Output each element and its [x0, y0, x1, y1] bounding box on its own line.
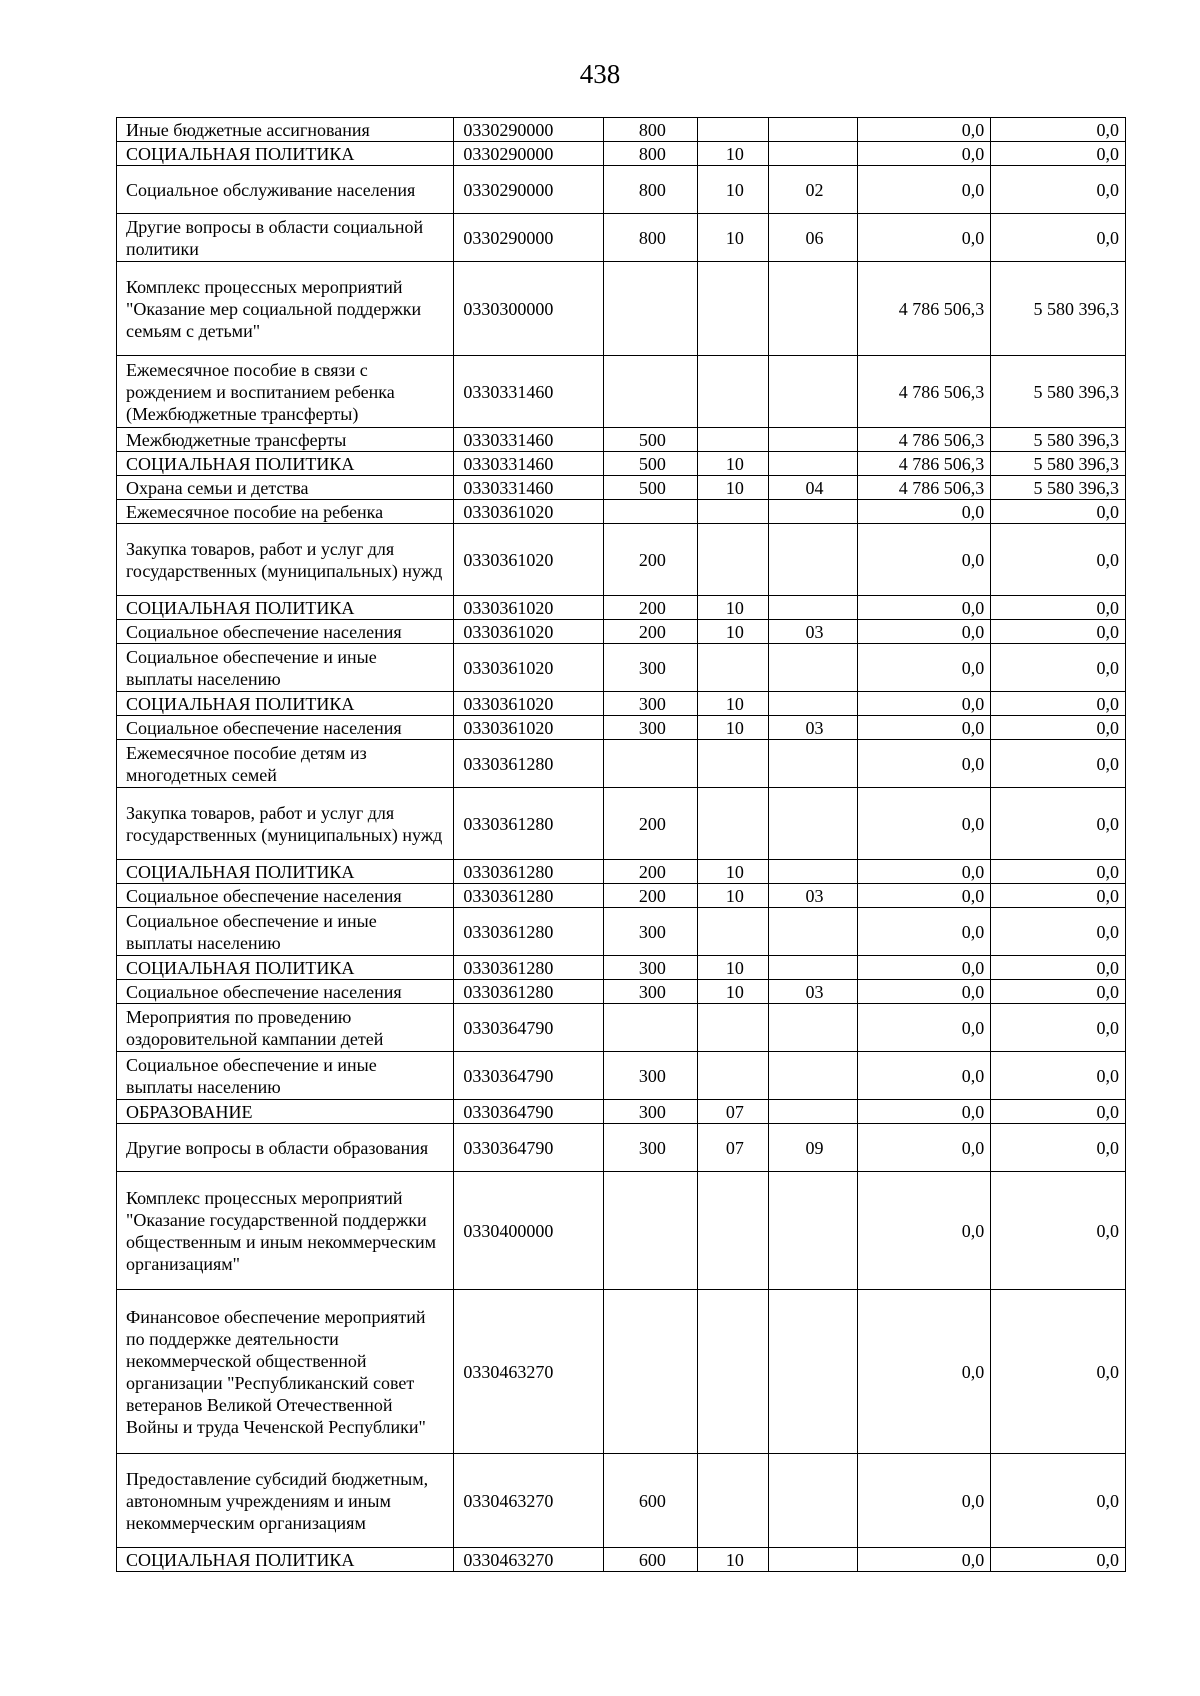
- table-row: [117, 692, 1126, 716]
- cell-section: 10: [698, 620, 769, 644]
- cell-target-article: 0330361280: [454, 956, 604, 980]
- budget-table: [116, 117, 1126, 1572]
- cell-expense-type: [604, 500, 698, 524]
- cell-amount-year-1: 0,0: [857, 884, 991, 908]
- cell-target-article: 0330331460: [454, 476, 604, 500]
- cell-name: ОБРАЗОВАНИЕ: [117, 1100, 454, 1124]
- cell-expense-type: 200: [604, 860, 698, 884]
- table-row: [117, 428, 1126, 452]
- cell-subsection: [769, 1290, 857, 1454]
- cell-expense-type: 300: [604, 908, 698, 956]
- cell-amount-year-2: 0,0: [991, 596, 1126, 620]
- cell-subsection: [769, 1454, 857, 1548]
- cell-target-article: 0330361020: [454, 644, 604, 692]
- cell-section: [698, 1052, 769, 1100]
- cell-subsection: 02: [769, 166, 857, 214]
- cell-subsection: [769, 908, 857, 956]
- cell-amount-year-1: 4 786 506,3: [857, 476, 991, 500]
- cell-amount-year-1: 0,0: [857, 1004, 991, 1052]
- cell-subsection: [769, 1052, 857, 1100]
- cell-amount-year-1: 0,0: [857, 596, 991, 620]
- cell-amount-year-2: 0,0: [991, 692, 1126, 716]
- table-row: [117, 1290, 1126, 1454]
- cell-subsection: 03: [769, 716, 857, 740]
- cell-amount-year-1: 0,0: [857, 860, 991, 884]
- cell-amount-year-2: 0,0: [991, 1172, 1126, 1290]
- cell-section: 10: [698, 214, 769, 262]
- cell-name: Межбюджетные трансферты: [117, 428, 454, 452]
- cell-subsection: [769, 428, 857, 452]
- cell-section: 10: [698, 980, 769, 1004]
- cell-amount-year-1: 4 786 506,3: [857, 262, 991, 356]
- cell-amount-year-1: 4 786 506,3: [857, 356, 991, 428]
- cell-amount-year-2: 0,0: [991, 908, 1126, 956]
- cell-expense-type: [604, 740, 698, 788]
- cell-target-article: 0330290000: [454, 118, 604, 142]
- cell-amount-year-2: 0,0: [991, 740, 1126, 788]
- cell-target-article: 0330361020: [454, 524, 604, 596]
- cell-amount-year-1: 0,0: [857, 1052, 991, 1100]
- cell-amount-year-1: 0,0: [857, 142, 991, 166]
- cell-expense-type: 300: [604, 1052, 698, 1100]
- table-row: [117, 500, 1126, 524]
- page-number: 438: [579, 59, 621, 89]
- cell-target-article: 0330364790: [454, 1124, 604, 1172]
- cell-subsection: [769, 740, 857, 788]
- cell-amount-year-2: 0,0: [991, 1052, 1126, 1100]
- table-row: [117, 980, 1126, 1004]
- cell-expense-type: 500: [604, 452, 698, 476]
- cell-target-article: 0330463270: [454, 1290, 604, 1454]
- cell-amount-year-2: 0,0: [991, 956, 1126, 980]
- cell-subsection: [769, 142, 857, 166]
- table-row: [117, 884, 1126, 908]
- cell-amount-year-1: 0,0: [857, 214, 991, 262]
- cell-expense-type: [604, 356, 698, 428]
- cell-amount-year-2: 0,0: [991, 788, 1126, 860]
- cell-subsection: [769, 262, 857, 356]
- cell-amount-year-1: 0,0: [857, 692, 991, 716]
- table-row: [117, 620, 1126, 644]
- cell-name: Комплекс процессных мероприятий "Оказание мер социальной поддержки семьям с детьми": [117, 262, 454, 356]
- cell-subsection: 04: [769, 476, 857, 500]
- cell-amount-year-1: 0,0: [857, 1454, 991, 1548]
- table-row: [117, 788, 1126, 860]
- table-row: [117, 214, 1126, 262]
- cell-target-article: 0330300000: [454, 262, 604, 356]
- cell-amount-year-1: 0,0: [857, 716, 991, 740]
- cell-name: СОЦИАЛЬНАЯ ПОЛИТИКА: [117, 860, 454, 884]
- cell-subsection: 09: [769, 1124, 857, 1172]
- cell-subsection: 06: [769, 214, 857, 262]
- cell-expense-type: [604, 1290, 698, 1454]
- cell-expense-type: 300: [604, 716, 698, 740]
- cell-section: 10: [698, 860, 769, 884]
- cell-target-article: 0330361020: [454, 716, 604, 740]
- table-row: [117, 356, 1126, 428]
- cell-name: Социальное обслуживание населения: [117, 166, 454, 214]
- cell-amount-year-1: 4 786 506,3: [857, 428, 991, 452]
- cell-section: 10: [698, 142, 769, 166]
- cell-amount-year-1: 0,0: [857, 620, 991, 644]
- cell-section: [698, 1172, 769, 1290]
- table-row: [117, 1004, 1126, 1052]
- cell-amount-year-2: 0,0: [991, 644, 1126, 692]
- cell-subsection: [769, 596, 857, 620]
- cell-amount-year-2: 0,0: [991, 1100, 1126, 1124]
- cell-section: [698, 500, 769, 524]
- cell-target-article: 0330361280: [454, 788, 604, 860]
- table-row: [117, 596, 1126, 620]
- table-row: [117, 142, 1126, 166]
- cell-expense-type: 300: [604, 956, 698, 980]
- table-row: [117, 956, 1126, 980]
- table-row: [117, 1052, 1126, 1100]
- cell-amount-year-1: 0,0: [857, 166, 991, 214]
- cell-section: [698, 1004, 769, 1052]
- cell-target-article: 0330463270: [454, 1548, 604, 1572]
- cell-expense-type: 200: [604, 620, 698, 644]
- cell-amount-year-2: 5 580 396,3: [991, 428, 1126, 452]
- cell-amount-year-2: 0,0: [991, 1548, 1126, 1572]
- cell-target-article: 0330361280: [454, 884, 604, 908]
- cell-subsection: [769, 356, 857, 428]
- cell-expense-type: 200: [604, 596, 698, 620]
- cell-subsection: [769, 644, 857, 692]
- cell-section: 10: [698, 166, 769, 214]
- cell-section: [698, 1290, 769, 1454]
- table-row: [117, 1172, 1126, 1290]
- cell-name: Финансовое обеспечение мероприятий по поддержке деятельности некоммерческой общественной организации "Республиканский совет ветеранов Великой Отечественной Войны и труда Чеченской Республики": [117, 1290, 454, 1454]
- table-row: [117, 118, 1126, 142]
- cell-section: [698, 118, 769, 142]
- cell-section: [698, 908, 769, 956]
- cell-target-article: 0330290000: [454, 166, 604, 214]
- cell-amount-year-1: 0,0: [857, 1172, 991, 1290]
- cell-target-article: 0330400000: [454, 1172, 604, 1290]
- cell-target-article: 0330364790: [454, 1100, 604, 1124]
- cell-target-article: 0330463270: [454, 1454, 604, 1548]
- cell-section: [698, 262, 769, 356]
- cell-name: Комплекс процессных мероприятий "Оказание государственной поддержки общественным и иным некоммерческим организациям": [117, 1172, 454, 1290]
- cell-amount-year-2: 0,0: [991, 1124, 1126, 1172]
- cell-expense-type: 500: [604, 476, 698, 500]
- cell-expense-type: 300: [604, 644, 698, 692]
- cell-subsection: [769, 788, 857, 860]
- cell-expense-type: [604, 1004, 698, 1052]
- cell-amount-year-1: 0,0: [857, 644, 991, 692]
- cell-target-article: 0330361020: [454, 596, 604, 620]
- cell-subsection: [769, 524, 857, 596]
- table-row: [117, 644, 1126, 692]
- cell-section: 10: [698, 476, 769, 500]
- cell-expense-type: 600: [604, 1454, 698, 1548]
- cell-section: [698, 428, 769, 452]
- cell-subsection: 03: [769, 884, 857, 908]
- cell-subsection: [769, 1548, 857, 1572]
- cell-subsection: [769, 860, 857, 884]
- cell-amount-year-2: 0,0: [991, 1290, 1126, 1454]
- cell-amount-year-2: 0,0: [991, 118, 1126, 142]
- cell-name: СОЦИАЛЬНАЯ ПОЛИТИКА: [117, 596, 454, 620]
- cell-name: СОЦИАЛЬНАЯ ПОЛИТИКА: [117, 956, 454, 980]
- cell-subsection: [769, 500, 857, 524]
- cell-name: Ежемесячное пособие в связи с рождением и воспитанием ребенка (Межбюджетные трансферты): [117, 356, 454, 428]
- cell-name: СОЦИАЛЬНАЯ ПОЛИТИКА: [117, 1548, 454, 1572]
- cell-name: Мероприятия по проведению оздоровительной кампании детей: [117, 1004, 454, 1052]
- table-row: [117, 860, 1126, 884]
- cell-section: [698, 524, 769, 596]
- cell-name: Социальное обеспечение и иные выплаты населению: [117, 908, 454, 956]
- cell-amount-year-2: 0,0: [991, 860, 1126, 884]
- cell-amount-year-2: 0,0: [991, 716, 1126, 740]
- cell-amount-year-1: 0,0: [857, 500, 991, 524]
- cell-expense-type: [604, 262, 698, 356]
- table-row: [117, 262, 1126, 356]
- cell-expense-type: 300: [604, 1124, 698, 1172]
- cell-amount-year-1: 4 786 506,3: [857, 452, 991, 476]
- cell-target-article: 0330361020: [454, 620, 604, 644]
- cell-amount-year-1: 0,0: [857, 740, 991, 788]
- cell-subsection: 03: [769, 620, 857, 644]
- cell-amount-year-2: 5 580 396,3: [991, 262, 1126, 356]
- cell-amount-year-1: 0,0: [857, 956, 991, 980]
- cell-amount-year-2: 0,0: [991, 500, 1126, 524]
- cell-name: Закупка товаров, работ и услуг для государственных (муниципальных) нужд: [117, 788, 454, 860]
- cell-amount-year-1: 0,0: [857, 1290, 991, 1454]
- cell-expense-type: 800: [604, 214, 698, 262]
- cell-target-article: 0330361280: [454, 908, 604, 956]
- cell-name: Иные бюджетные ассигнования: [117, 118, 454, 142]
- cell-target-article: 0330364790: [454, 1052, 604, 1100]
- table-row: [117, 476, 1126, 500]
- table-row: [117, 524, 1126, 596]
- cell-name: Ежемесячное пособие на ребенка: [117, 500, 454, 524]
- table-row: [117, 1100, 1126, 1124]
- cell-expense-type: [604, 1172, 698, 1290]
- cell-name: Закупка товаров, работ и услуг для государственных (муниципальных) нужд: [117, 524, 454, 596]
- cell-name: Социальное обеспечение населения: [117, 980, 454, 1004]
- cell-subsection: [769, 692, 857, 716]
- cell-amount-year-2: 0,0: [991, 214, 1126, 262]
- table-row: [117, 1548, 1126, 1572]
- cell-subsection: [769, 1100, 857, 1124]
- cell-target-article: 0330331460: [454, 452, 604, 476]
- table-row: [117, 1454, 1126, 1548]
- cell-amount-year-1: 0,0: [857, 524, 991, 596]
- cell-name: Социальное обеспечение населения: [117, 620, 454, 644]
- cell-section: [698, 788, 769, 860]
- cell-section: 10: [698, 596, 769, 620]
- cell-subsection: [769, 1172, 857, 1290]
- cell-target-article: 0330364790: [454, 1004, 604, 1052]
- cell-section: [698, 356, 769, 428]
- cell-target-article: 0330361280: [454, 980, 604, 1004]
- cell-expense-type: 200: [604, 788, 698, 860]
- cell-expense-type: 300: [604, 980, 698, 1004]
- cell-amount-year-1: 0,0: [857, 908, 991, 956]
- cell-name: СОЦИАЛЬНАЯ ПОЛИТИКА: [117, 692, 454, 716]
- table-row: [117, 1124, 1126, 1172]
- table-row: [117, 716, 1126, 740]
- cell-subsection: [769, 1004, 857, 1052]
- cell-expense-type: 800: [604, 118, 698, 142]
- table-row: [117, 166, 1126, 214]
- cell-amount-year-1: 0,0: [857, 980, 991, 1004]
- cell-amount-year-1: 0,0: [857, 1100, 991, 1124]
- cell-subsection: [769, 452, 857, 476]
- cell-expense-type: 200: [604, 884, 698, 908]
- cell-subsection: [769, 956, 857, 980]
- cell-section: 07: [698, 1100, 769, 1124]
- cell-section: 10: [698, 692, 769, 716]
- cell-amount-year-2: 5 580 396,3: [991, 452, 1126, 476]
- cell-amount-year-2: 0,0: [991, 980, 1126, 1004]
- cell-subsection: 03: [769, 980, 857, 1004]
- cell-target-article: 0330361280: [454, 860, 604, 884]
- cell-section: 10: [698, 452, 769, 476]
- table-row: [117, 908, 1126, 956]
- cell-subsection: [769, 118, 857, 142]
- cell-target-article: 0330361020: [454, 500, 604, 524]
- cell-section: [698, 644, 769, 692]
- cell-name: Другие вопросы в области социальной политики: [117, 214, 454, 262]
- cell-expense-type: 200: [604, 524, 698, 596]
- cell-name: Ежемесячное пособие детям из многодетных семей: [117, 740, 454, 788]
- cell-name: Предоставление субсидий бюджетным, автономным учреждениям и иным некоммерческим организациям: [117, 1454, 454, 1548]
- cell-name: Социальное обеспечение населения: [117, 716, 454, 740]
- cell-name: СОЦИАЛЬНАЯ ПОЛИТИКА: [117, 142, 454, 166]
- cell-section: 10: [698, 716, 769, 740]
- cell-target-article: 0330331460: [454, 356, 604, 428]
- cell-section: 07: [698, 1124, 769, 1172]
- cell-amount-year-2: 0,0: [991, 1454, 1126, 1548]
- cell-expense-type: 800: [604, 142, 698, 166]
- cell-section: 10: [698, 884, 769, 908]
- cell-target-article: 0330361020: [454, 692, 604, 716]
- cell-amount-year-2: 5 580 396,3: [991, 476, 1126, 500]
- cell-target-article: 0330361280: [454, 740, 604, 788]
- budget-table-body: [117, 118, 1126, 1572]
- cell-section: [698, 1454, 769, 1548]
- cell-target-article: 0330290000: [454, 214, 604, 262]
- cell-name: Социальное обеспечение населения: [117, 884, 454, 908]
- cell-amount-year-2: 0,0: [991, 142, 1126, 166]
- cell-amount-year-2: 0,0: [991, 166, 1126, 214]
- cell-amount-year-2: 0,0: [991, 524, 1126, 596]
- cell-expense-type: 300: [604, 1100, 698, 1124]
- cell-amount-year-1: 0,0: [857, 788, 991, 860]
- table-row: [117, 740, 1126, 788]
- cell-name: Социальное обеспечение и иные выплаты населению: [117, 1052, 454, 1100]
- cell-target-article: 0330290000: [454, 142, 604, 166]
- cell-section: 10: [698, 956, 769, 980]
- cell-amount-year-2: 0,0: [991, 620, 1126, 644]
- cell-name: Другие вопросы в области образования: [117, 1124, 454, 1172]
- cell-amount-year-2: 5 580 396,3: [991, 356, 1126, 428]
- cell-name: Охрана семьи и детства: [117, 476, 454, 500]
- cell-amount-year-2: 0,0: [991, 1004, 1126, 1052]
- cell-section: 10: [698, 1548, 769, 1572]
- cell-amount-year-1: 0,0: [857, 1124, 991, 1172]
- cell-target-article: 0330331460: [454, 428, 604, 452]
- cell-amount-year-1: 0,0: [857, 1548, 991, 1572]
- cell-name: СОЦИАЛЬНАЯ ПОЛИТИКА: [117, 452, 454, 476]
- cell-amount-year-2: 0,0: [991, 884, 1126, 908]
- cell-amount-year-1: 0,0: [857, 118, 991, 142]
- cell-section: [698, 740, 769, 788]
- cell-expense-type: 800: [604, 166, 698, 214]
- table-row: [117, 452, 1126, 476]
- cell-expense-type: 600: [604, 1548, 698, 1572]
- cell-expense-type: 300: [604, 692, 698, 716]
- cell-name: Социальное обеспечение и иные выплаты населению: [117, 644, 454, 692]
- cell-expense-type: 500: [604, 428, 698, 452]
